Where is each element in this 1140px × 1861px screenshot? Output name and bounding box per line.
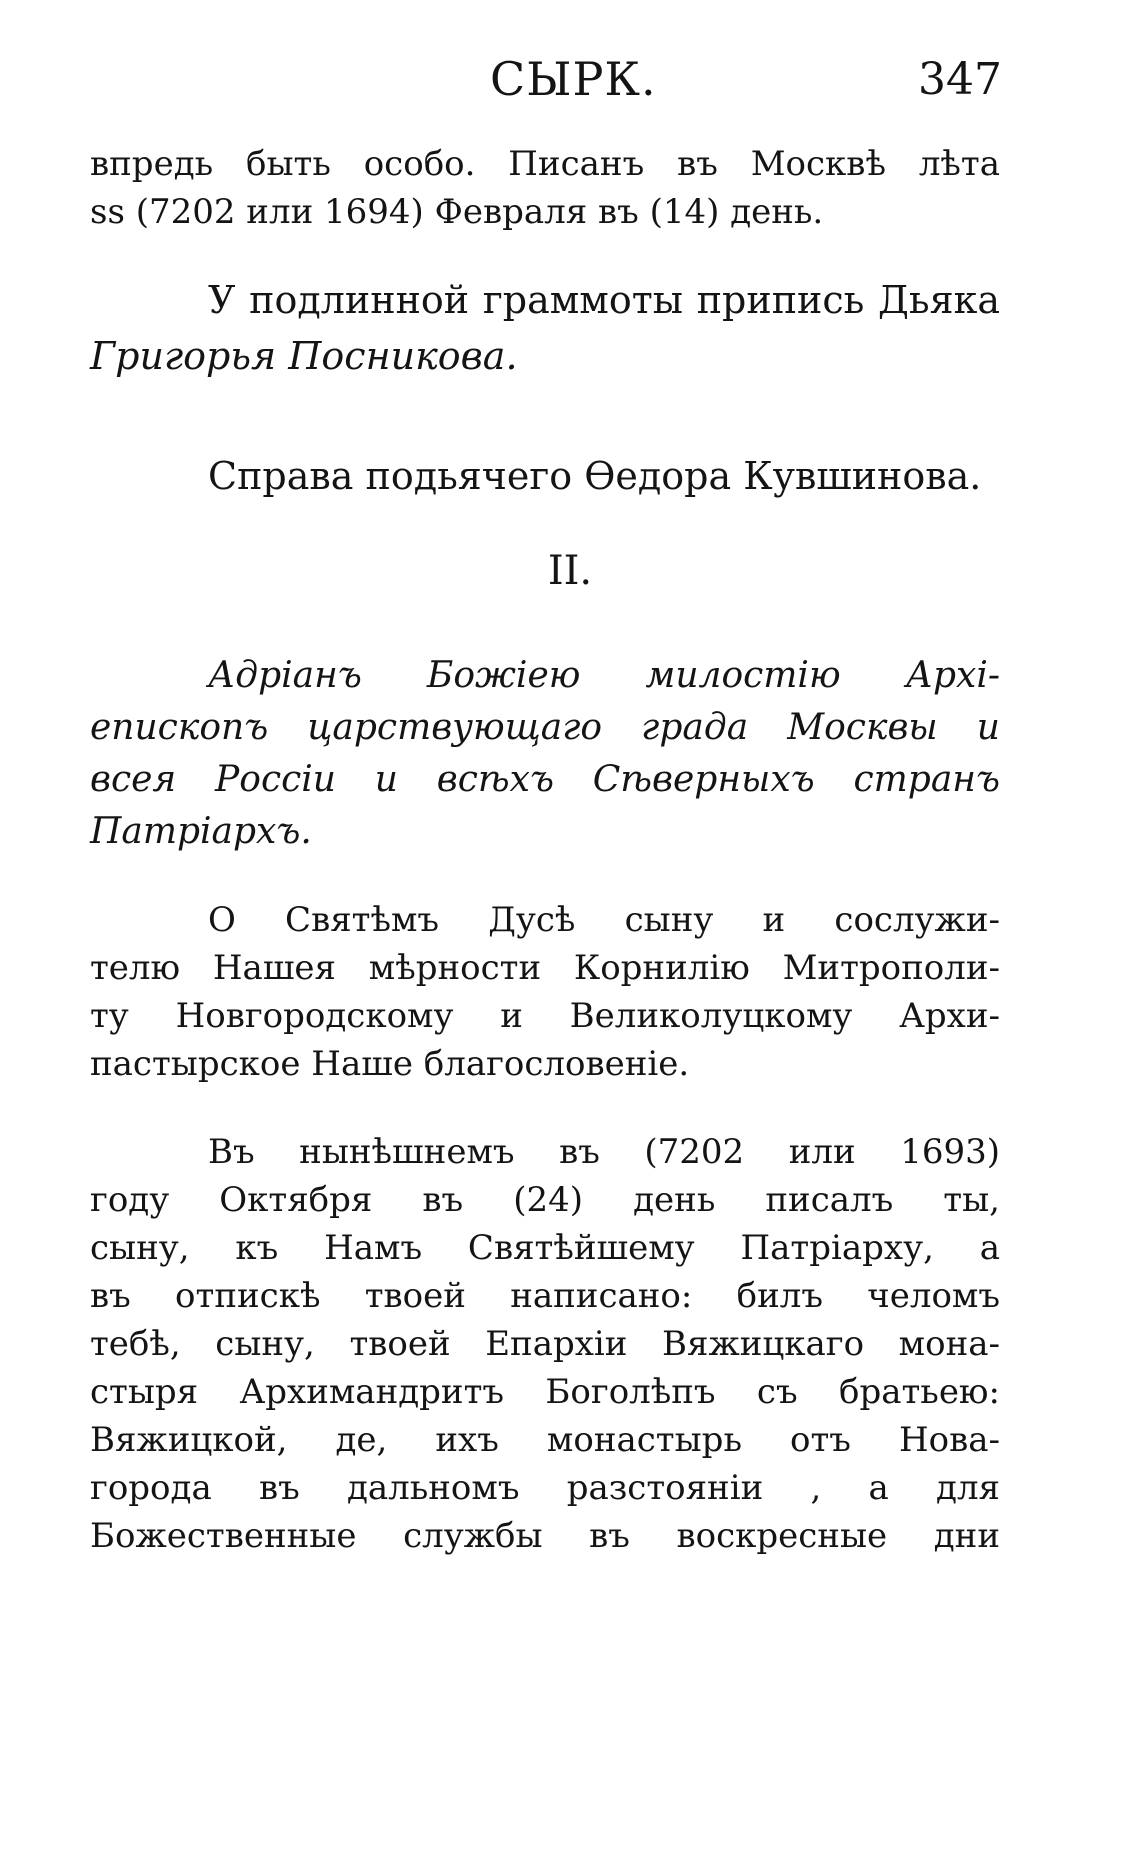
text-line: пастырское Наше благословеніе. bbox=[90, 1044, 690, 1084]
attestation-signatory bbox=[90, 328, 1000, 384]
greeting-paragraph bbox=[90, 896, 1000, 1088]
sprava-note bbox=[90, 448, 1000, 504]
text-line: тебѣ, сыну, твоей Епархіи Вяжицкаго мона- bbox=[90, 1324, 1000, 1364]
text-line: впредь быть особо. Писанъ въ Москвѣ лѣта bbox=[90, 144, 1000, 184]
attestation-note bbox=[90, 272, 1000, 328]
text-line: сыну, къ Намъ Святѣйшему Патріарху, а bbox=[90, 1228, 1000, 1268]
address-heading bbox=[90, 650, 1000, 858]
text-line: стыря Архимандритъ Боголѣпъ съ братьею: bbox=[90, 1372, 1000, 1412]
text-line: въ отпискѣ твоей написано: билъ челомъ bbox=[90, 1276, 1000, 1316]
text-line: Божественные службы въ воскресные дни bbox=[90, 1516, 1000, 1556]
text-line: Вяжицкой, де, ихъ монастырь отъ Нова- bbox=[90, 1420, 1000, 1460]
text-line: Адріанъ Божіею милостію Архі- bbox=[208, 655, 1000, 696]
text-line: ту Новгородскому и Великолуцкому Архи- bbox=[90, 996, 1000, 1036]
text-line: города въ дальномъ разстояніи , а для bbox=[90, 1468, 1000, 1508]
running-head: СЫРК. bbox=[490, 52, 657, 106]
section-number: II. bbox=[547, 548, 593, 594]
text-line: Справа подьячего Ѳедора Кувшинова. bbox=[208, 454, 982, 498]
text-line: телю Нашея мѣрности Корнилію Митрополи- bbox=[90, 948, 1000, 988]
text-line: Патріархъ. bbox=[90, 811, 312, 852]
text-line: епископъ царствующаго града Москвы и bbox=[90, 707, 1000, 748]
text-line: О Святѣмъ Дусѣ сыну и сослужи- bbox=[208, 900, 1000, 940]
body-paragraph bbox=[90, 1128, 1000, 1560]
paragraph-closing bbox=[90, 140, 1000, 236]
text-line: У подлинной граммоты припись Дьяка bbox=[208, 278, 1000, 322]
text-line: Въ нынѣшнемъ въ (7202 или 1693) bbox=[208, 1132, 1000, 1172]
text-line: году Октября въ (24) день писалъ ты, bbox=[90, 1180, 1000, 1220]
text-line: ѕѕ (7202 или 1694) Февраля въ (14) день. bbox=[90, 192, 824, 232]
text-line: всея Россіи и всѣхъ Сѣверныхъ странъ bbox=[90, 759, 1000, 800]
page-number: 347 bbox=[918, 54, 1002, 105]
text-line: Григорья Посникова. bbox=[90, 334, 518, 378]
